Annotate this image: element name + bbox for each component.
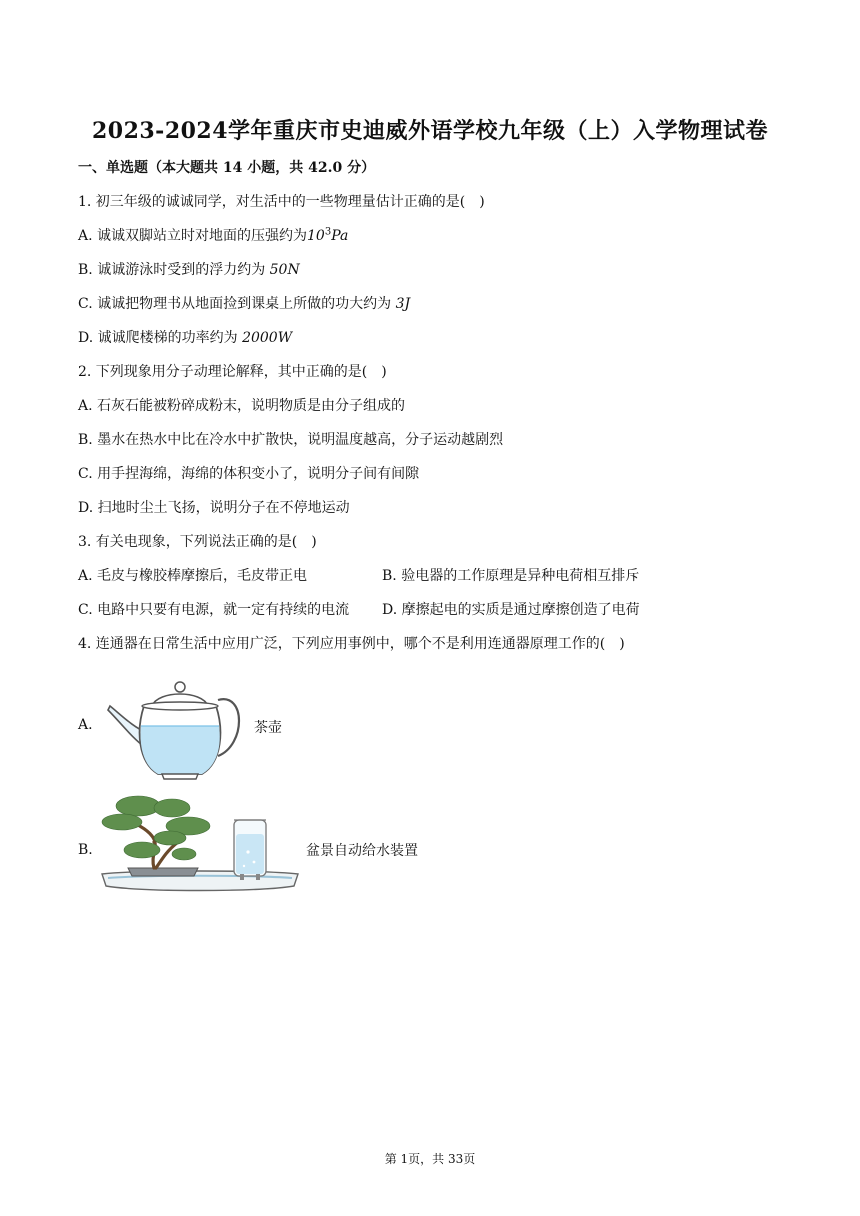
page-title: 2023-2024学年重庆市史迪威外语学校九年级（上）入学物理试卷: [91, 118, 769, 144]
section-heading: 一、单选题（本大题共 14 小题，共 42.0 分）: [78, 160, 376, 176]
bonsai-water-device-image: [98, 792, 302, 896]
q3-option-a: A. 毛皮与橡胶棒摩擦后，毛皮带正电: [78, 568, 308, 584]
q2-option-d: D. 扫地时尘土飞扬，说明分子在不停地运动: [78, 500, 350, 516]
q1-option-d-text: D. 诚诚爬楼梯的功率约为: [78, 330, 243, 346]
q2-option-c: C. 用手捏海绵，海绵的体积变小了，说明分子间有间隙: [78, 466, 420, 482]
q4-option-a-label: A.: [78, 717, 93, 733]
q1-option-c-value: 3J: [395, 296, 411, 312]
q1-option-d: [78, 327, 292, 347]
q1-option-a-text: A. 诚诚双脚站立时对地面的压强约为: [78, 228, 308, 244]
q1-option-a: [78, 225, 348, 245]
q1-option-b: [78, 259, 300, 279]
q1-stem: 1. 初三年级的诚诚同学，对生活中的一些物理量估计正确的是( ): [78, 194, 485, 210]
q3-option-b: B. 验电器的工作原理是异种电荷相互排斥: [382, 568, 640, 584]
q4-stem: 4. 连通器在日常生活中应用广泛，下列应用事例中，哪个不是利用连通器原理工作的( ): [78, 636, 625, 652]
q1-option-b-text: B. 诚诚游泳时受到的浮力约为: [78, 262, 270, 278]
q1-option-b-value: 50N: [269, 262, 300, 278]
q4-option-b-label: B.: [78, 842, 93, 858]
q4-option-b-caption: 盆景自动给水装置: [306, 843, 418, 859]
q1-option-c-text: C. 诚诚把物理书从地面捡到课桌上所做的功大约为: [78, 296, 396, 312]
q1-option-d-value: 2000W: [242, 330, 293, 346]
teapot-image: [106, 670, 246, 782]
q2-option-b: B. 墨水在热水中比在冷水中扩散快，说明温度越高，分子运动越剧烈: [78, 432, 504, 448]
q3-option-c: C. 电路中只要有电源，就一定有持续的电流: [78, 602, 350, 618]
q1-option-a-exponent: 3: [324, 226, 332, 238]
q1-option-a-unit: Pa: [331, 228, 349, 244]
q2-option-a: A. 石灰石能被粉碎成粉末，说明物质是由分子组成的: [78, 398, 406, 414]
q1-option-a-value: 10: [307, 228, 325, 244]
q2-stem: 2. 下列现象用分子动理论解释，其中正确的是( ): [78, 364, 387, 380]
page-footer: 第 1页，共 33页: [384, 1152, 476, 1166]
q3-stem: 3. 有关电现象，下列说法正确的是( ): [78, 534, 317, 550]
q3-option-d: D. 摩擦起电的实质是通过摩擦创造了电荷: [382, 602, 640, 618]
q4-option-a-caption: 茶壶: [254, 720, 282, 736]
q1-option-c: [78, 293, 410, 313]
